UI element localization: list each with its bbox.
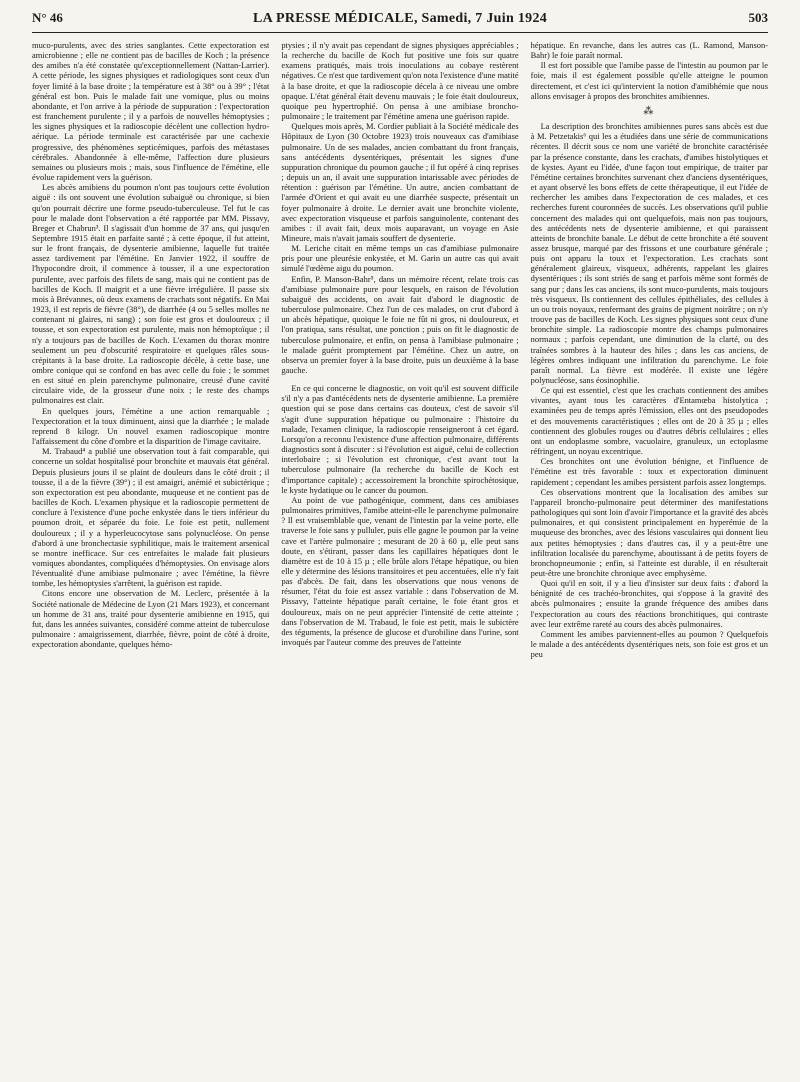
article-columns [32,40,768,1074]
paragraph: Enfin, P. Manson-Bahr⁵, dans un mémoire récent, relate trois cas d'amibiase pulmonaire pure pour lesquels, en raison de l'évolution subaiguë des accidents, on avait fait d'abord le diagnostic de tuberculose pulmonaire. Chez l'un de ces malades, on crut d'abord à un abcès hépatique, quoique le foie ne fût ni gros, ni douloureux, et l'on pratiqua, sans résultat, une ponction ; puis on fit le diagnostic de tuberculose pulmonaire, et enfin, on pensa à l'amibiase pulmonaire ; le malade guérit promptement par l'émétine. Chez un autre, on observa un premier foyer à la base droite, puis un deuxième à la base gauche. [281,273,519,375]
paragraph: Citons encore une observation de M. Leclerc, présentée à la Société nationale de Médecine de Lyon (21 Mars 1923), et concernant un homme de 31 ans, traité pour dysenterie amibienne en 1915, qui fut, dans les années suivantes, considéré comme atteint de tuberculose pulmonaire : amaigrissement, diarrhée, fièvre, point de côté à droite, expectoration abondante, quelques hémo- [32,588,270,650]
paragraph: M. Trabaud⁴ a publié une observation tout à fait comparable, qui concerne un soldat hospitalisé pour bronchite et mauvais état général. Depuis plusieurs jours il se plaint de douleurs dans le côté droit ; il tousse, il a de la fièvre (39°) ; il est amaigri, anémié et subictérique ; son expectoration est peu abondante, muqueuse et ne contient pas de bacilles de Koch. L'examen physique et la radioscopie permettent de conclure à l'existence d'une poche enkystée dans le tiers inférieur du poumon droit, et séparée du foie. Le foie est petit, nullement douloureux ; il y a hyperleucocytose sans polynucléose. On pense d'abord à une bronchectasie syphilitique, mais le traitement arsenical se montre inefficace. Sur ces entrefaites le malade fait plusieurs vomiques abondantes, compliquées d'hémoptysies. On envisage alors l'éventualité d'une amibiase pulmonaire ; avec l'émétine, la fièvre tombe, les hémoptysies s'arrêtent, la guérison est rapide. [32,446,270,589]
section-ornament: ⁂ [643,105,656,117]
journal-title: LA PRESSE MÉDICALE, Samedi, 7 Juin 1924 [252,11,548,26]
paragraph: En quelques jours, l'émétine a une action remarquable ; l'expectoration et la toux diminuent, ainsi que la diarrhée ; le malade reprend 8 kilogr. Un nouvel examen radioscopique montre l'affaissement du cône d'ombre et la disparition de l'image cavitaire. [32,405,270,447]
paragraph: Comment les amibes parviennent-elles au poumon ? Quelquefois le malade a des antécédents dysentériques nets, son foie est gros et un peu [530,628,768,660]
paragraph: Les abcès amibiens du poumon n'ont pas toujours cette évolution aiguë : ils ont souvent une évolution subaiguë ou chronique, si bien qu'on pourrait décrire une forme pseudo-tuberculeuse. Tel fut le cas pour le malade dont l'observation a été rapportée par MM. Pissavy, Breger et Chabrun³. Il s'agissait d'un homme de 37 ans, qui jusqu'en Septembre 1915 était en parfaite santé ; à cette époque, il fut atteint, sur le front français, de dysenterie amibienne, laquelle fut traitée assez tardivement par l'émétine. En Janvier 1922, il souffre de l'hypocondre droit, il commence à tousser, il a une expectoration purulente, avec parfois des filets de sang, mais qui ne contient pas de bacilles de Koch. Il maigrit et a une fièvre irrégulière. Il passe six mois à Brévannes, où deux examens de crachats sont négatifs. En Mai 1923, il est repris de fièvre (38°), de diarrhée (4 ou 5 selles molles ne contenant ni glaires, ni sang) ; son foie est gros et douloureux ; il tousse, et son expectoration est purulente, mais non hémoptoïque ; il n'y a toujours pas de bacilles de Koch. L'examen du thorax montre seulement un peu d'obscurité respiratoire et quelques râles sous-crépitants à la base droite. La radioscopie décèle, à cette base, une ombre conique qui se confond en bas avec celle du foie ; le sommet en est situé en plein parenchyme pulmonaire, creusé d'une cavité circulaire vide, de la grosseur d'une noix ; le reste des champs pulmonaires est clair. [32,182,270,406]
paragraph: Quelques mois après, M. Cordier publiait à la Société médicale des Hôpitaux de Lyon (30 Octobre 1923) trois nouveaux cas d'amibiase pulmonaire. Un de ses malades, ancien combattant du front français, sans antécédents dysentériques, présentait les signes d'une suppuration chronique du poumon gauche ; il fut opéré à cinq reprises ; depuis un an, il avait une suppuration intarissable avec périodes de rétention : guérison par l'émétine. Un autre, ancien combattant de l'armée d'Orient et qui avait eu une diarrhée suspecte, présentait un foyer pulmonaire à droite. Le dernier avait une bronchite violente, avec expectoration visqueuse et parfois sanguinolente, contenant des amibes : il avait fait, deux mois auparavant, un voyage en Asie Mineure, mais n'avait jamais souffert de dysenterie. [281,121,519,243]
paragraph: Ce qui est essentiel, c'est que les crachats contiennent des amibes vivantes, ayant tous les caractères d'Entamœba histolytica ; examinées peu de temps après l'émission, elles ont des pseudopodes et des mouvements caractéristiques ; elles ont de 20 à 35 µ ; elles contiennent des globules rouges ou d'autres débris cellulaires ; elles ont un endoplasme sombre, vacuolaire, granuleux, un ectoplasme réfringent, un noyau excentrique. [530,385,768,457]
paragraph: En ce qui concerne le diagnostic, on voit qu'il est souvent difficile s'il n'y a pas d'antécédents nets de dysenterie amibienne. La première question qui se pose dans certains cas douteux, c'est de savoir s'il s'agit d'une suppuration hépatique ou pulmonaire : l'histoire du malade, l'examen clinique, la radioscopie renseigneront à cet égard. Lorsqu'on a reconnu l'existence d'une affection pulmonaire, différents diagnostics sont à discuter : si l'évolution est aiguë, celui de collection interlobaire ; si l'évolution est chronique, c'est avant tout la tuberculose pulmonaire (la recherche du bacille de Koch est d'importance capitale) ; accessoirement la bronchite spirochétosique, le kyste hydatique ou le cancer du poumon. [281,383,519,495]
column-1 [32,40,269,1074]
paragraph: Ces observations montrent que la localisation des amibes sur l'appareil broncho-pulmonaire peut déterminer des manifestations pathologiques qui sont loin d'avoir l'importance et la gravité des abcès pulmonaires, et qui consistent principalement en hyperémie de la muqueuse des bronches, avec des lésions vasculaires qui donnent lieu aux petites hémoptysies ; dans d'autres cas, il y a peut-être une infiltration localisée du parenchyme, aboutissant à de petits foyers de bronchopneumonie ; enfin, si l'atteinte est durable, il en résulterait peut-être une bronchite chronique avec emphysème. [530,486,768,578]
page-header [32,10,768,33]
paragraph: Au point de vue pathogénique, comment, dans ces amibiases pulmonaires primitives, l'amibe atteint-elle le parenchyme pulmonaire ? Il est vraisemblable que, venant de l'intestin par la veine porte, elle traverse le foie sans y pulluler, puis elle gagne le poumon par la veine cave et l'artère pulmonaire ; mesurant de 20 à 60 µ, elle peut sans doute, en s'étirant, passer dans les capillaires hépatiques dont le diamètre est de 10 à 15 µ ; elle brûle alors l'étape hépatique, ou bien elle y détermine des lésions transitoires et peu accentuées, elle n'y fait pas d'abcès. De fait, dans les observations que nous venons de résumer, l'état du foie est assez variable : dans l'observation de M. Pissavy, l'atteinte hépatique paraît certaine, le foie étant gros et douloureux, mais on ne peut apprécier l'intensité de cette atteinte ; dans l'observation de M. Trabaud, le foie est petit, mais le subictère des téguments, la présence de glucose et d'urobiline dans l'urine, sont invoqués par l'auteur comme des preuves de l'atteinte [281,494,519,648]
issue-number: N° 46 [32,10,63,25]
paragraph: hépatique. En revanche, dans les autres cas (L. Ramond, Manson-Bahr) le foie paraît normal. [530,40,768,61]
paragraph: Ces bronchites ont une évolution bénigne, et l'influence de l'émétine est très favorable : toux et expectoration diminuent rapidement ; cependant les amibes persistent parfois assez longtemps. [530,456,768,487]
paragraph: muco-purulents, avec des stries sanglantes. Cette expectoration est amicrobienne ; elle ne contient pas de bacilles de Koch ; la présence des amibes n'a été constatée qu'exceptionnellement (Nattan-Larrier). A cette période, les signes physiques et radiologiques sont ceux d'un foyer limité à la base droite ; la température est à 38° ou à 39° ; l'état général est bon. Puis le malade fait une vomique, plus ou moins abondante, et l'on arrive à la période de suppuration : l'expectoration est franchement purulente ; il y a parfois de nouvelles hémoptysies ; les signes physiques et la radioscopie décèlent une collection hydro-aérique. La période terminale est caractérisée par une cachexie progressive, des phénomènes septicémiques, parfois des métastases cérébrales. Abandonnée à elle-même, l'affection dure plusieurs semaines ou plusieurs mois ; mais, sous l'influence de l'émétine, elle évolue rapidement vers la guérison. [32,40,270,183]
paragraph: Quoi qu'il en soit, il y a lieu d'insister sur deux faits : d'abord la bénignité de ces trachéo-bronchites, qui s'oppose à la gravité des abcès pulmonaires ; ensuite la grande fréquence des amibes dans l'expectoration au cours des réactions bronchitiques, qui contraste avec leur extrême rareté au cours des abcès pulmonaires. [530,578,768,629]
column-2 [281,40,518,1074]
paragraph: La description des bronchites amibiennes pures sans abcès est due à M. Petzetakis⁶ qui les a étudiées dans une série de communications récentes. Il décrit sous ce nom une variété de bronchite caractérisée par la présence constante, dans les crachats, d'amibes histolytiques et de kystes. Ayant eu l'idée, d'une façon tout empirique, de traiter par l'émétine certaines bronchites survenant chez d'anciens dysentériques, et ayant observé les bons effets de cette thérapeutique, il eut l'idée de rechercher les amibes dans l'expectoration de ces malades, et ces recherches furent couronnées de succès. Les observations qu'il publie concernent des malades qui ont quelquefois, mais non pas toujours, des antécédents nets de dysenterie amibienne, et qui paraissent atteints de bronchite banale. Le début de cette bronchite a été souvent assez brusque, marqué par des frissons et une courbature générale ; puis ont apparu la toux et l'expectoration. Les crachats sont généralement glaireux, visqueux, adhérents, rappelant les glaires dysentériques ; ils sont striés de sang et parfois même sont formés de sang pur ; dans les cas anciens, ils sont muco-purulents, mais toujours très visqueux. Ils contiennent des cellules épithéliales, des cellules à un ou trois noyaux, renfermant des grains de pigment noirâtre ; on n'y trouve pas de bacilles de Koch. Les signes physiques sont ceux d'une bronchite simple. La radioscopie montre des champs pulmonaires normaux ; parfois cependant, une diminution de la clarté, ou des traînées sombres à la hauteur des hiles ; dans les cas anciens, de légères ombres indiquant une infiltration du parenchyme. Le foie paraît normal. La fièvre est modérée. Il existe une légère polynucléose, sans éosinophilie. [530,121,768,385]
page-number: 503 [748,10,768,25]
column-3 [531,40,768,1074]
paragraph: Il est fort possible que l'amibe passe de l'intestin au poumon par le foie, mais il est également possible qu'elle atteigne le poumon directement, et c'est ici qu'intervient la notion d'amibhémie que nous allons envisager à propos des bronchites amibiennes. [530,60,768,101]
paragraph: ptysies ; il n'y avait pas cependant de signes physiques appréciables ; la recherche du bacille de Koch fut positive une fois sur quatre examens pratiqués, mais trois inoculations au cobaye restèrent négatives. Ce n'est que tardivement qu'on nota l'existence d'une matité à la base droite, et que la radioscopie décela à ce niveau une ombre opaque. L'état général était devenu mauvais ; le foie était douloureux, quoique peu hypertrophié. On pensa à une amibiase broncho-pulmonaire ; le traitement par l'émétine amena une guérison rapide. [281,40,519,122]
paragraph: M. Leriche citait en même temps un cas d'amibiase pulmonaire pris pour une pleurésie enkystée, et M. Garin un autre cas qui avait simulé l'œdème aigu du poumon. [281,243,519,274]
